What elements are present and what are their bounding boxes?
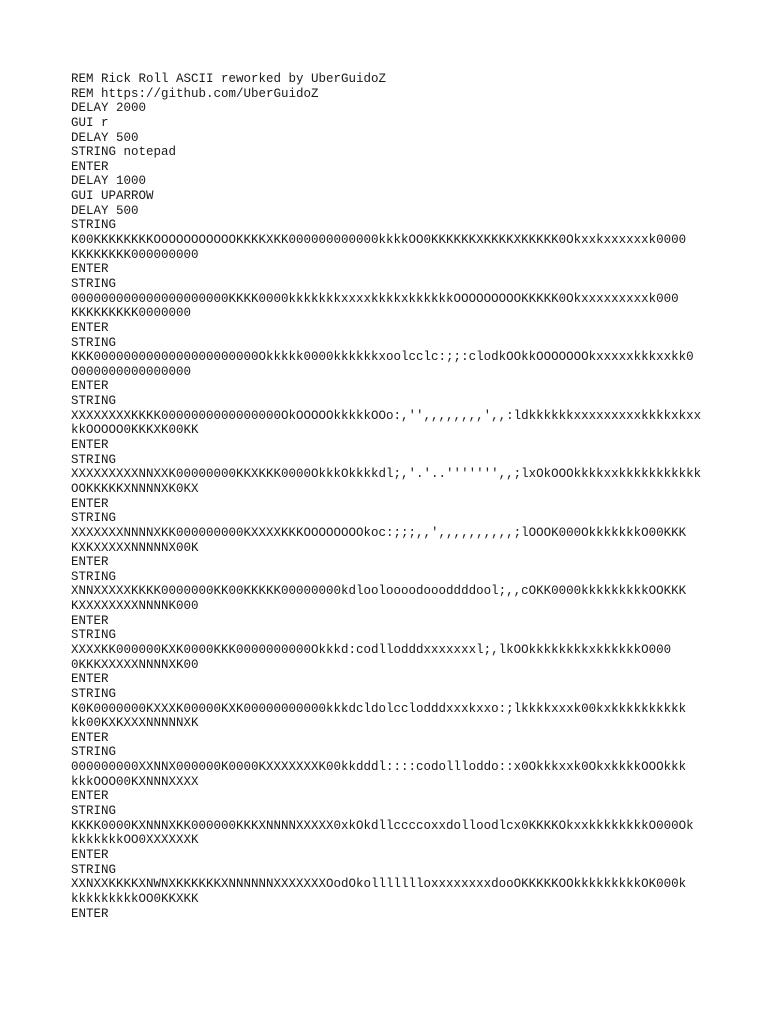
- script-line: KKK0000000000000000000000Okkkkk0000kkkkkkxoolcclc:;;:clodkOOkkOOOOOOOkxxxxxkkkxxkk0: [71, 350, 694, 365]
- script-line: REM https://github.com/UberGuidoZ: [71, 86, 319, 101]
- script-line: KKKK0000KXNNNXKK000000KKKXNNNNXXXXX0xkOkdllccccoxxdolloodlcx0KKKKOkxxkkkkkkkkO000Ok: [71, 818, 694, 833]
- script-line: ENTER: [71, 159, 109, 174]
- script-document: [71, 72, 701, 921]
- script-line: kkkOOO00KXNNNXXXX: [71, 774, 199, 789]
- script-line: O000000000000000: [71, 364, 192, 379]
- script-line: STRING: [71, 276, 117, 291]
- script-line: KXXXXXXXXNNNNK000: [71, 599, 199, 614]
- script-line: ENTER: [71, 320, 109, 335]
- script-line: ENTER: [71, 847, 109, 862]
- script-line: DELAY 1000: [71, 174, 147, 189]
- script-line: KKKKKKKKK0000000: [71, 306, 192, 321]
- script-line: XXXXKK000000KXK0000KKK0000000000Okkkd:codllodddxxxxxxxl;,lkOOkkkkkkkkxkkkkkkO000: [71, 642, 672, 657]
- script-line: ENTER: [71, 789, 109, 804]
- script-line: K00KKKKKKKKOOOOOOOOOOOKKKKXKK000000000000kkkkOO0KKKKKKXKKKKXKKKKK0Okxxkxxxxxxk0000: [71, 233, 687, 248]
- script-line: ENTER: [71, 730, 109, 745]
- script-line: STRING: [71, 745, 117, 760]
- script-line: kk00KXKXXXNNNNNXK: [71, 716, 199, 731]
- script-line: XXXXXXXXXNNXXK00000000KKXKKK0000OkkkOkkkkdl;,'.'..''''''',,;lxOkOOOkkkkxxkkkkkkkkkkk: [71, 467, 702, 482]
- script-line: XXXXXXXXKKKK0000000000000000OkOOOOOkkkkkOOo:,'',,,,,,,,',,:ldkkkkkkxxxxxxxxxkkkkxkxx: [71, 408, 702, 423]
- script-line: kkkkkkkOO0XXXXXXK: [71, 833, 199, 848]
- script-line: 000000000XXNNX000000K0000KXXXXXXXK00kkdddl::::codollloddo::x0Okkkxxk0OkxkkkkOOOkkk: [71, 760, 687, 775]
- script-line: DELAY 2000: [71, 101, 147, 116]
- script-line: STRING: [71, 804, 117, 819]
- script-line: STRING: [71, 511, 117, 526]
- script-line: ENTER: [71, 613, 109, 628]
- script-line: STRING: [71, 452, 117, 467]
- script-line: ENTER: [71, 906, 109, 921]
- script-line: KXKXXXXXNNNNNX00K: [71, 540, 199, 555]
- script-line: ENTER: [71, 672, 109, 687]
- script-line: STRING: [71, 686, 117, 701]
- script-line: XNNXXXXXKKKK0000000KK00KKKKK00000000kdlooloooodoooddddool;,,cOKK0000kkkkkkkkkOOKKK: [71, 584, 687, 599]
- script-line: STRING notepad: [71, 145, 177, 160]
- script-line: GUI UPARROW: [71, 189, 154, 204]
- script-line: ENTER: [71, 555, 109, 570]
- script-line: kkOOOOO0KKKXK00KK: [71, 423, 199, 438]
- script-line: STRING: [71, 628, 117, 643]
- script-line: ENTER: [71, 438, 109, 453]
- script-line: 0KKKXXXXXNNNNXK00: [71, 657, 199, 672]
- script-line: STRING: [71, 862, 117, 877]
- script-line: ENTER: [71, 496, 109, 511]
- script-line: XXNXXKKKKXNWNXKKKKKKXNNNNNNXXXXXXXOodOkollllllloxxxxxxxxdooOKKKKKOOkkkkkkkkkOK000k: [71, 877, 687, 892]
- script-line: K0K0000000KXXXK00000KXK00000000000kkkdcldolcclodddxxxkxxo:;lkkkkxxxk00kxkkkkkkkkkk: [71, 701, 687, 716]
- script-line: STRING: [71, 218, 117, 233]
- script-line: ENTER: [71, 379, 109, 394]
- script-line: 000000000000000000000KKKK0000kkkkkkkxxxxkkkkxkkkkkkOOOOOOOOOKKKKK0Okxxxxxxxxxk000: [71, 291, 679, 306]
- script-line: STRING: [71, 569, 117, 584]
- script-line: REM Rick Roll ASCII reworked by UberGuidoZ: [71, 72, 387, 86]
- script-line: DELAY 500: [71, 203, 139, 218]
- script-line: kkkkkkkkkOO0KKXKK: [71, 891, 199, 906]
- script-line: STRING: [71, 394, 117, 409]
- script-line: ENTER: [71, 262, 109, 277]
- script-line: DELAY 500: [71, 130, 139, 145]
- script-line: OOKKKKKXNNNNXK0KX: [71, 481, 199, 496]
- script-line: KKKKKKKK000000000: [71, 247, 199, 262]
- script-line: GUI r: [71, 115, 109, 130]
- script-line: STRING: [71, 335, 117, 350]
- script-line: XXXXXXXNNNNXKK000000000KXXXXKKKOOOOOOOOkoc:;;;,,',,,,,,,,,,;lOOOK000OkkkkkkkO00KKK: [71, 525, 687, 540]
